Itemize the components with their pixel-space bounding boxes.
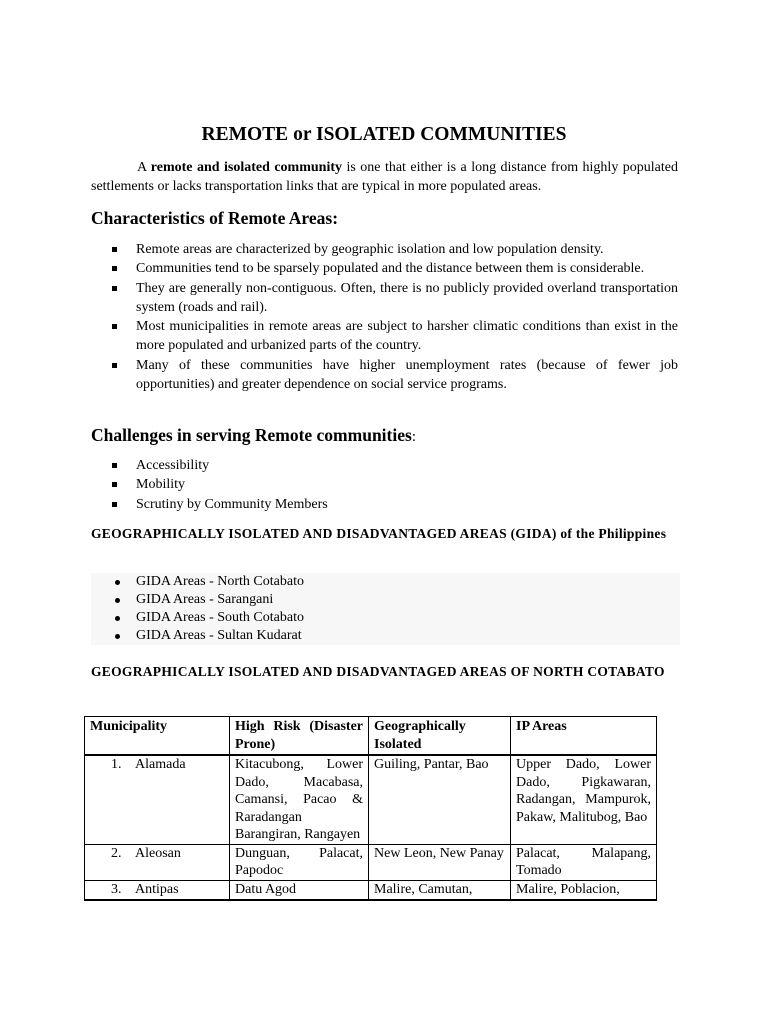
municipality-cell — [85, 880, 230, 900]
challenges-heading-colon: : — [411, 429, 416, 445]
page-title: REMOTE or ISOLATED COMMUNITIES — [201, 124, 567, 145]
characteristics-list — [91, 240, 678, 394]
municipality-cell — [85, 844, 230, 880]
list-item: Mobility — [91, 475, 678, 494]
header-high-risk: High Risk (Disaster Prone) — [230, 717, 369, 756]
table-row — [85, 755, 657, 844]
header-geographically-isolated: Geographically Isolated — [369, 717, 511, 756]
table-row — [85, 844, 657, 880]
isolated-cell: Malire, Camutan, — [369, 880, 511, 900]
municipality-name: Antipas — [135, 881, 179, 897]
list-item: They are generally non-contiguous. Often, there is no publicly provided overland transportation system (roads and rail). — [91, 279, 678, 318]
list-item: Communities tend to be sparsely populated and the distance between them is considerable. — [91, 259, 678, 278]
municipality-cell — [85, 755, 230, 844]
challenges-heading — [91, 424, 416, 448]
list-item: GIDA Areas - North Cotabato — [91, 573, 678, 591]
isolated-cell: Guiling, Pantar, Bao — [369, 755, 511, 844]
challenges-list — [91, 456, 678, 514]
header-municipality: Municipality — [85, 717, 230, 756]
north-cotabato-heading: GEOGRAPHICALLY ISOLATED AND DISADVANTAGED AREAS OF NORTH COTABATO — [91, 664, 665, 679]
list-item: GIDA Areas - South Cotabato — [91, 609, 678, 627]
gida-table — [84, 716, 657, 901]
high-risk-cell: Kitacubong, Lower Dado, Macabasa, Camansi, Pacao & Raradangan Barangiran, Rangayen — [230, 755, 369, 844]
list-item: Remote areas are characterized by geographic isolation and low population density. — [91, 240, 678, 259]
list-item: Most municipalities in remote areas are subject to harsher climatic conditions than exist in the more populated and urbanized parts of the country. — [91, 317, 678, 356]
challenges-heading-text: Challenges in serving Remote communities — [91, 425, 412, 445]
row-number: 1. — [111, 757, 122, 772]
municipality-name: Aleosan — [135, 845, 181, 861]
list-item: Scrutiny by Community Members — [91, 495, 678, 514]
table-row — [85, 880, 657, 900]
characteristics-heading: Characteristics of Remote Areas: — [91, 208, 339, 228]
high-risk-cell: Dunguan, Palacat, Papodoc — [230, 844, 369, 880]
ip-areas-cell: Malire, Poblacion, — [511, 880, 657, 900]
row-number: 3. — [111, 881, 122, 897]
row-number: 2. — [111, 845, 122, 861]
gida-list — [91, 573, 678, 645]
intro-term: remote and isolated community — [150, 160, 343, 175]
list-item: GIDA Areas - Sarangani — [91, 591, 678, 609]
intro-paragraph — [91, 158, 678, 196]
municipality-name: Alamada — [135, 757, 186, 772]
intro-rest: is one that either is a long distance from highly populated settlements or lacks transportation links that are typical in more populated areas. — [91, 160, 678, 194]
ip-areas-cell: Upper Dado, Lower Dado, Pigkawaran, Radangan, Mampurok, Pakaw, Malitubog, Bao — [511, 755, 657, 844]
list-item: Accessibility — [91, 456, 678, 475]
intro-lead: A — [137, 160, 151, 175]
table-header-row — [85, 717, 657, 756]
ip-areas-cell: Palacat, Malapang, Tomado — [511, 844, 657, 880]
gida-heading: GEOGRAPHICALLY ISOLATED AND DISADVANTAGED AREAS (GIDA) of the Philippines — [91, 526, 667, 541]
isolated-cell: New Leon, New Panay — [369, 844, 511, 880]
high-risk-cell: Datu Agod — [230, 880, 369, 900]
header-ip-areas: IP Areas — [511, 717, 657, 756]
list-item: GIDA Areas - Sultan Kudarat — [91, 627, 678, 645]
list-item: Many of these communities have higher unemployment rates (because of fewer job opportunities) and greater dependence on social service programs. — [91, 356, 678, 395]
